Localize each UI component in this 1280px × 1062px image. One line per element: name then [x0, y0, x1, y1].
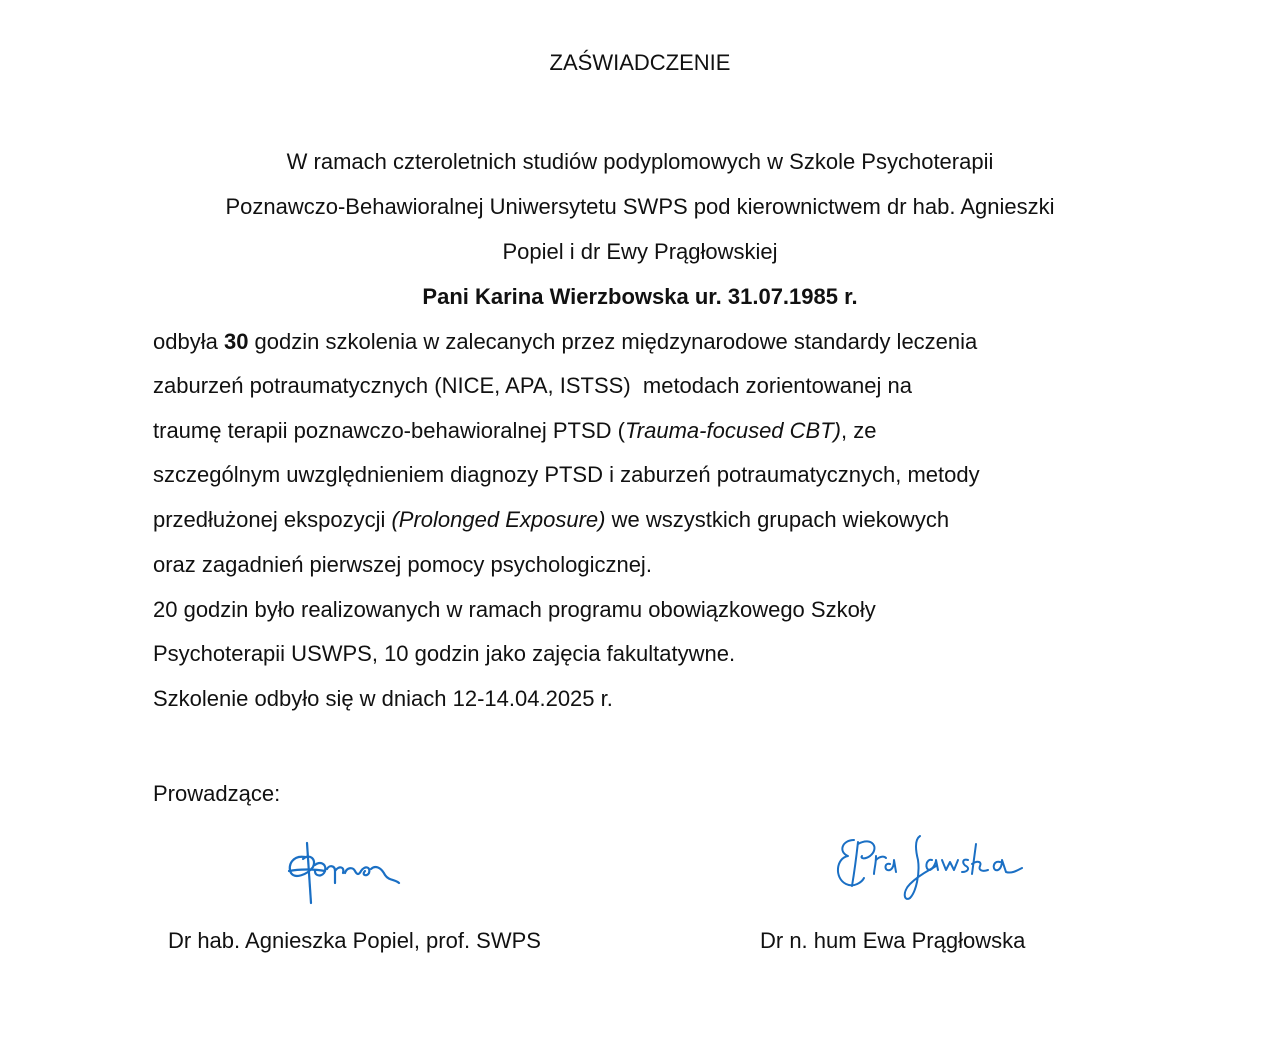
body-line: szczególnym uwzględnieniem diagnozy PTSD i zaburzeń potraumatycznych, metody: [153, 462, 980, 487]
intro-line: Popiel i dr Ewy Prągłowskiej: [502, 239, 778, 264]
body-line: zaburzeń potraumatycznych (NICE, APA, ISTSS) metodach zorientowanej na: [153, 373, 912, 398]
text: we wszystkich grupach wiekowych: [605, 507, 950, 532]
signature-popiel: [285, 835, 405, 910]
body-line: Psychoterapii USWPS, 10 godzin jako zajęcia fakultatywne.: [153, 641, 736, 666]
intro-line: W ramach czteroletnich studiów podyplomowych w Szkole Psychoterapii: [286, 149, 994, 174]
body-line: Szkolenie odbyło się w dniach 12-14.04.2025 r.: [153, 686, 613, 711]
recipient: Pani Karina Wierzbowska ur. 31.07.1985 r.: [422, 284, 858, 309]
italic-term: Trauma-focused CBT): [625, 418, 841, 443]
text: godzin szkolenia w zalecanych przez międzynarodowe standardy leczenia: [248, 329, 978, 354]
text: odbyła: [153, 329, 224, 354]
signatory-name-popiel: Dr hab. Agnieszka Popiel, prof. SWPS: [168, 928, 541, 953]
text: traumę terapii poznawczo-behawioralnej PTSD (: [153, 418, 625, 443]
body-line: [153, 505, 949, 535]
signature-praglowska: [832, 830, 1027, 905]
signatory-name-praglowska: Dr n. hum Ewa Prągłowska: [760, 928, 1026, 953]
text: przedłużonej ekspozycji: [153, 507, 392, 532]
body-line: oraz zagadnień pierwszej pomocy psychologicznej.: [153, 552, 652, 577]
body-line: [153, 327, 977, 357]
body-line: [153, 416, 876, 446]
italic-term: (Prolonged Exposure): [391, 507, 606, 532]
intro-line: Poznawczo-Behawioralnej Uniwersytetu SWPS pod kierownictwem dr hab. Agnieszki: [225, 194, 1055, 219]
body-line: 20 godzin było realizowanych w ramach programu obowiązkowego Szkoły: [153, 597, 876, 622]
document-title: ZAŚWIADCZENIE: [549, 50, 731, 75]
hours-count: 30: [223, 329, 249, 354]
instructors-label: Prowadzące:: [153, 781, 281, 806]
text: , ze: [840, 418, 877, 443]
